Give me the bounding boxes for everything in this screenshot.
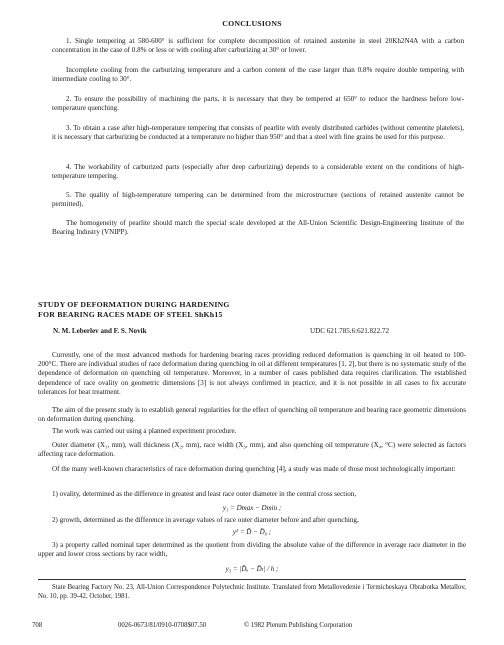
conclusion-item: 5. The quality of high-temperature tempering can be determined from the microstructure (sections of retained austenite cannot be permitted). [52, 191, 464, 209]
conclusion-item: 1. Single tempering at 580-600° is sufficient for complete decomposition of retained austenite in steel 20Kh2N4A with a carbon concentration in the case of 0.8% or less or with cooling after carburizing at 30° or lower. [52, 37, 464, 55]
equation-ovality: y₁ = Dmax − Dmin ; [222, 504, 282, 512]
article-title-line2: FOR BEARING RACES MADE OF STEEL ShKh15 [38, 310, 223, 319]
article-paragraph: Currently, one of the most advanced methods for hardening bearing races providing reduced deformation is quenching in oil heated to 100-200°C. There are individual studies of race deformation during quenching in oil at different temperatures [1, 2], but there is no systematic study of the dependence of deformation on quenching oil temperature. Moreover, in a number of cases published data requires clarification. The established dependence of race ovality on geometric dimensions [3] is not always confirmed in practice, and it is not possible in all cases to fix accurate tolerances for heat treatment. [38, 351, 466, 396]
article-paragraph: The work was carried out using a planned experiment procedure. [52, 427, 237, 435]
page-number: 708 [32, 622, 43, 629]
conclusion-item: The homogeneity of pearlite should match the special scale developed at the All-Union Scientific Design-Engineering Institute of the Bearing Industry (VNIPP). [52, 219, 464, 237]
conclusion-item: 3. To obtain a case after high-temperature tempering that consists of pearlite with evenly distributed carbides (without cementite platelets), it is necessary that carburizing be conducted at a temperature no higher than 950° and that a steel with fine grains be used for this purpose. [52, 124, 464, 142]
conclusion-item: 2. To ensure the possibility of machining the parts, it is necessary that they be tempered at 650° to reduce the hardness before low-temperature quenching. [52, 95, 464, 113]
article-paragraph: 1) ovality, determined as the difference in greatest and least race outer diameter in the central cross section, [52, 490, 357, 498]
conclusions-heading: CONCLUSIONS [222, 19, 282, 28]
equation-taper: y₃ = |D̄ᵤ − D̄ₗ| / h ; [225, 565, 279, 573]
journal-code: 0026-0673/81/0910-0708$07.50 [118, 622, 207, 629]
article-paragraph: Of the many well-known characteristics of race deformation during quenching [4], a study was made of those most technologically important: [52, 465, 456, 473]
article-paragraph: The aim of the present study is to establish general regularities for the effect of quenching oil temperature and bearing race geometric dimensions on deformation during quenching. [38, 406, 466, 424]
equation-growth: y² = D̄ − D̄₀ ; [232, 528, 272, 536]
article-udc: UDC 621.785.6:621.822.72 [310, 327, 390, 335]
footnote: State Bearing Factory No. 23, All-Union Correspondence Polytechnic Institute. Translated from Metallovedenie i Termicheskaya Obrabotka Metallov, No. 10, pp. 39-42, October, 1981. [38, 584, 466, 601]
article-paragraph: 2) growth, determined as the difference in average values of race outer diameter before and after quenching, [52, 516, 359, 524]
article-title-line1: STUDY OF DEFORMATION DURING HARDENING [38, 300, 230, 309]
conclusion-item: 4. The workability of carburized parts (especially after deep carburizing) depends to a considerable extent on the conditions of high-temperature tempering. [52, 163, 464, 181]
article-authors: N. M. Leberlev and F. S. Novik [53, 327, 147, 335]
conclusion-item: Incomplete cooling from the carburizing temperature and a carbon content of the case larger than 0.8% require double tempering with intermediate cooling to 30°. [52, 66, 464, 84]
article-paragraph: Outer diameter (X₁, mm), wall thickness (X₂, mm), race width (X₃, mm), and also quenching oil temperature (X₄, °C) were selected as factors affecting race deformation. [38, 441, 466, 459]
footnote-rule [38, 579, 466, 580]
article-paragraph: 3) a property called nominal taper determined as the quotient from dividing the absolute value of the difference in average race diameter in the upper and lower cross sections by race width, [38, 541, 466, 559]
copyright: © 1982 Plenum Publishing Corporation [244, 622, 353, 629]
